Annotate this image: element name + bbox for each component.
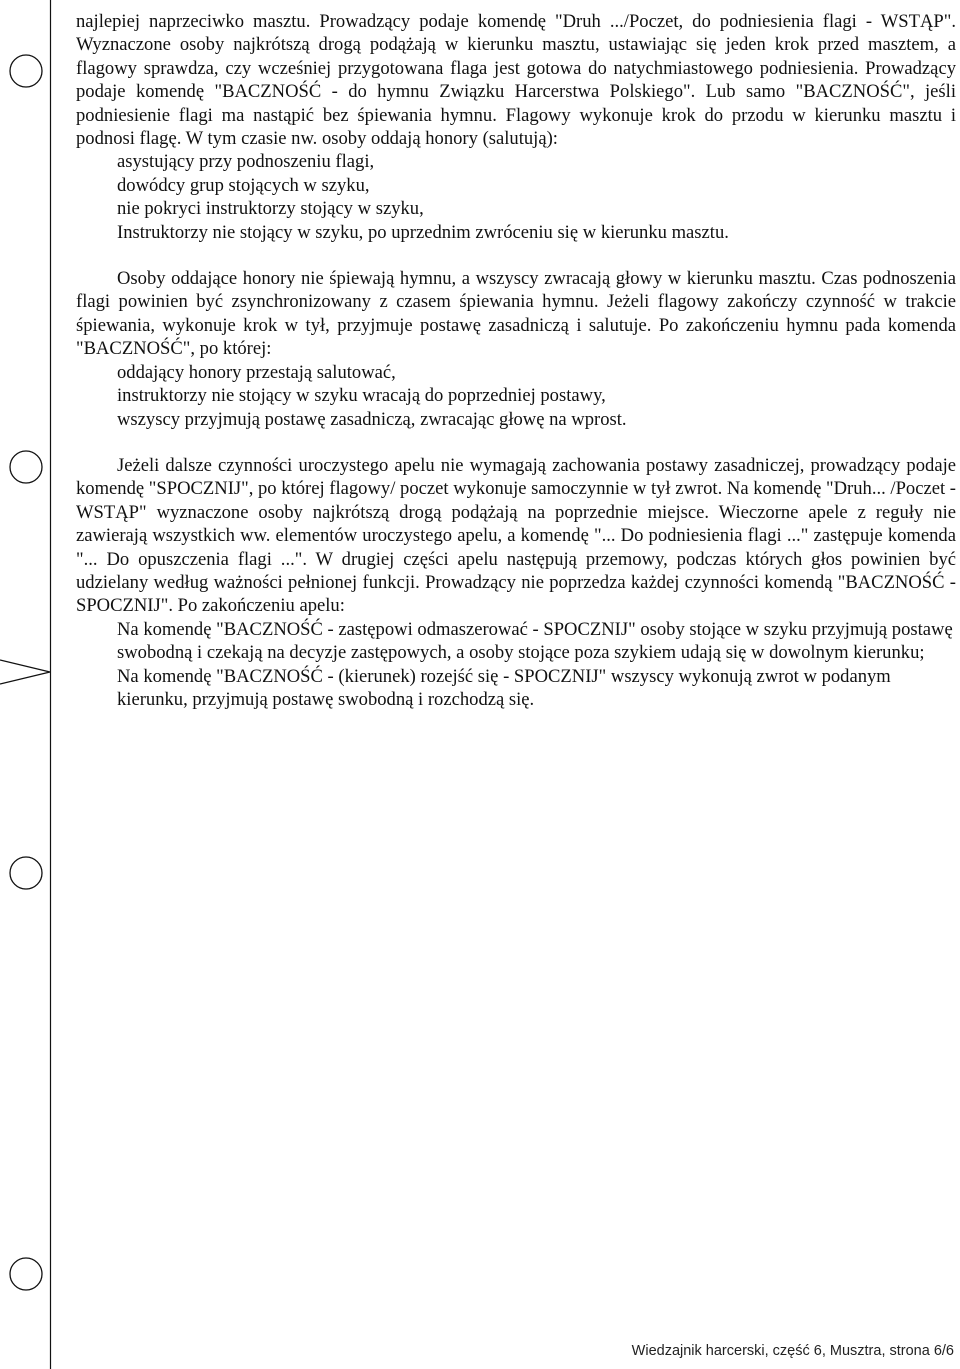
list-item: wszyscy przyjmują postawę zasadniczą, zwracając głowę na wprost.	[117, 408, 627, 430]
page-footer: Wiedzajnik harcerski, część 6, Musztra, strona 6/6	[631, 1343, 954, 1359]
salute-list	[76, 150, 956, 244]
binder-hole-lower	[10, 857, 42, 889]
list-item: dowódcy grup stojących w szyku,	[117, 174, 370, 196]
anthem-paragraph: Osoby oddające honory nie śpiewają hymnu, a wszyscy zwracają głowy w kierunku masztu. Czas podnoszenia flagi powinien być zsynchronizowany z czasem śpiewania hymnu. Jeżeli flagowy zakończy czynność w trakcie śpiewania, wykonuje krok w tył, przyjmuje postawę zasadniczą i salutuje. Po zakończeniu hymnu pada komenda "BACZNOŚĆ", po której:	[76, 268, 956, 360]
binder-hole-top	[10, 55, 42, 87]
binder-hole-bottom	[10, 1258, 42, 1290]
page-content	[76, 10, 956, 711]
list-item: Na komendę "BACZNOŚĆ - (kierunek) rozejść się - SPOCZNIJ" wszyscy wykonują zwrot w podanym kierunku, przyjmują postawę swobodną i rozchodzą się.	[117, 665, 891, 710]
binder-hole-upper	[10, 451, 42, 483]
list-item: asystujący przy podnoszeniu flagi,	[117, 151, 375, 173]
list-item: oddający honory przestają salutować,	[117, 361, 396, 383]
after-anthem-list	[76, 361, 956, 431]
list-item: nie pokryci instruktorzy stojący w szyku,	[117, 198, 424, 220]
triangle-marker-icon	[0, 660, 50, 684]
list-item: Na komendę "BACZNOŚĆ - zastępowi odmaszerować - SPOCZNIJ" osoby stojące w szyku przyjmują postawę swobodną i czekają na decyzje zastępowych, a osoby stojące poza szykiem udają się w dowolnym kierunku;	[117, 618, 953, 664]
list-item: Instruktorzy nie stojący w szyku, po uprzednim zwróceniu się w kierunku masztu.	[117, 221, 729, 243]
rest-paragraph: Jeżeli dalsze czynności uroczystego apelu nie wymagają zachowania postawy zasadniczej, prowadzący podaje komendę "SPOCZNIJ", po której flagowy/ poczet wykonuje samoczynnie w tył zwrot. Na komendę "Druh... /Poczet - WSTĄP" wyznaczone osoby najkrótszą drogą podążają na poprzednie miejsce. Wieczorne apele z reguły nie zawierają wszystkich ww. elementów uroczystego apelu, a komendę "... Do podniesienia flagi ..." zastępuje komenda "... Do opuszczenia flagi ...". W drugiej części apelu następują przemowy, podczas których głos powinien być udzielany według ważności pełnionej funkcji. Prowadzący nie poprzedza każdej czynności komendą "BACZNOŚĆ - SPOCZNIJ". Po zakończeniu apelu:	[76, 454, 956, 617]
list-item: instruktorzy nie stojący w szyku wracają do poprzedniej postawy,	[117, 385, 606, 407]
intro-paragraph: najlepiej naprzeciwko masztu. Prowadzący podaje komendę "Druh .../Poczet, do podniesienia flagi - WSTĄP". Wyznaczone osoby najkrótszą drogą podążają w kierunku masztu, ustawiając się jeden krok przed masztem, a flagowy sprawdza, czy wcześniej przygotowana flaga jest gotowa do natychmiastowego podniesienia. Prowadzący podaje komendę "BACZNOŚĆ - do hymnu Związku Harcerstwa Polskiego". Lub samo "BACZNOŚĆ", jeśli podniesienie flagi ma nastąpić bez śpiewania hymnu. Flagowy wykonuje krok do przodu w kierunku masztu i podnosi flagę. W tym czasie nw. osoby oddają honory (salutują):	[76, 11, 956, 150]
dismissal-list	[76, 618, 956, 712]
